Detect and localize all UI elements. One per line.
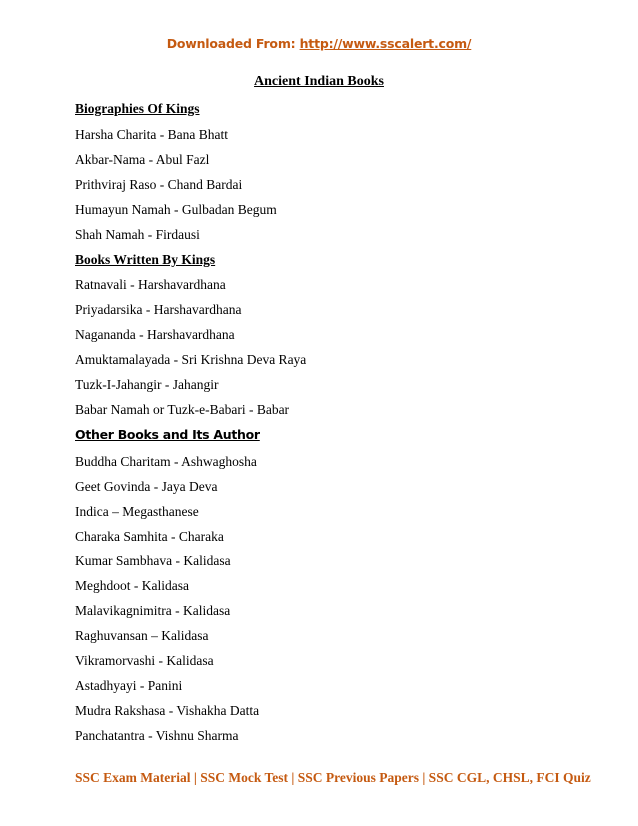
list-item: Kumar Sambhava - Kalidasa [75, 553, 231, 568]
list-item: Priyadarsika - Harshavardhana [75, 302, 242, 317]
list-item: Tuzk-I-Jahangir - Jahangir [75, 377, 219, 392]
list-item: Nagananda - Harshavardhana [75, 327, 235, 342]
list-item: Mudra Rakshasa - Vishakha Datta [75, 703, 260, 718]
list-item: Akbar-Nama - Abul Fazl [75, 152, 210, 167]
list-item: Indica – Megasthanese [75, 504, 199, 519]
source-link[interactable]: http://www.sscalert.com/ [299, 36, 472, 51]
list-item: Harsha Charita - Bana Bhatt [75, 127, 228, 142]
list-item: Amuktamalayada - Sri Krishna Deva Raya [75, 352, 307, 367]
download-source-banner [0, 36, 638, 51]
list-item: Buddha Charitam - Ashwaghosha [75, 454, 257, 469]
list-item: Geet Govinda - Jaya Deva [75, 479, 218, 494]
section-heading-biographies: Biographies Of Kings [75, 101, 200, 116]
page-title: Ancient Indian Books [254, 74, 384, 89]
list-item: Ratnavali - Harshavardhana [75, 277, 226, 292]
list-item: Charaka Samhita - Charaka [75, 529, 224, 544]
list-item: Meghdoot - Kalidasa [75, 578, 189, 593]
list-item: Panchatantra - Vishnu Sharma [75, 728, 239, 743]
list-item: Raghuvansan – Kalidasa [75, 628, 209, 643]
footer-links[interactable]: SSC Exam Material | SSC Mock Test | SSC Previous Papers | SSC CGL, CHSL, FCI Quiz [75, 770, 591, 785]
download-source-prefix: Downloaded From: [166, 36, 300, 51]
list-item: Shah Namah - Firdausi [75, 227, 200, 242]
list-item: Humayun Namah - Gulbadan Begum [75, 202, 277, 217]
section-heading-other-books: Other Books and Its Author [75, 427, 260, 442]
list-item: Astadhyayi - Panini [75, 678, 183, 693]
section-heading-books-by-kings: Books Written By Kings [75, 252, 216, 267]
list-item: Babar Namah or Tuzk-e-Babari - Babar [75, 402, 290, 417]
list-item: Vikramorvashi - Kalidasa [75, 653, 214, 668]
list-item: Malavikagnimitra - Kalidasa [75, 603, 231, 618]
list-item: Prithviraj Raso - Chand Bardai [75, 177, 243, 192]
